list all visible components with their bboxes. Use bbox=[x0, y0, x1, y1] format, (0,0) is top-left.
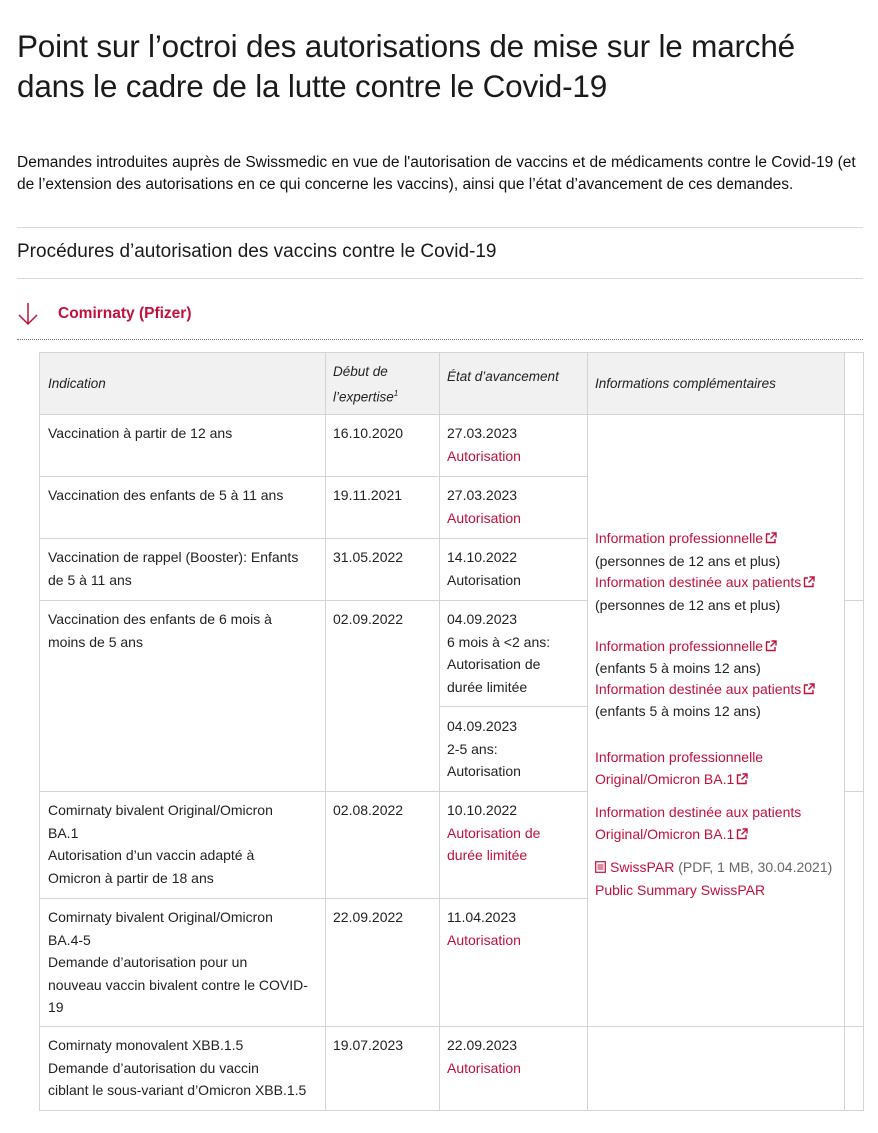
public-summary-link[interactable]: Public Summary SwissPAR bbox=[595, 882, 766, 898]
arrow-down-icon bbox=[17, 302, 39, 326]
cell-etat: 11.04.2023 Autorisation bbox=[447, 909, 521, 948]
swisspar-meta: (PDF, 1 MB, 30.04.2021) bbox=[678, 859, 833, 875]
header-info: Informations complémentaires bbox=[587, 353, 844, 414]
info-link-professional[interactable]: Information professionnelle bbox=[595, 638, 777, 654]
accordion-comirnaty[interactable] bbox=[17, 302, 863, 326]
header-debut: Début de l’expertise$^1$ bbox=[325, 353, 439, 414]
status-link[interactable]: Autorisation de bbox=[447, 824, 541, 841]
status-link[interactable]: Autorisation bbox=[447, 1059, 521, 1076]
cell-etat: 04.09.2023 2-5 ans: Autorisation bbox=[447, 718, 521, 779]
table-row: Vaccination de rappel (Booster): Enfants de 5 à 11 ans bbox=[48, 549, 299, 588]
info-link-professional-ba1[interactable]: Information professionnelle Original/Omicron BA.1 bbox=[595, 749, 763, 787]
info-note: (enfants 5 à moins 12 ans) bbox=[595, 660, 761, 676]
external-link-icon bbox=[803, 573, 815, 595]
header-etat: État d’avancement bbox=[439, 353, 587, 414]
cell-debut: 16.10.2020 bbox=[333, 425, 404, 441]
external-link-icon bbox=[765, 637, 777, 658]
cell-debut: 19.07.2023 bbox=[333, 1037, 404, 1053]
col-line bbox=[844, 353, 845, 1110]
status-link[interactable]: Autorisation bbox=[447, 931, 521, 948]
info-cell bbox=[587, 528, 844, 908]
table-row: Comirnaty bivalent Original/Omicron BA.4-5 Demande d’autorisation pour un nouveau vaccin bivalent contre le COVID- 19 bbox=[48, 909, 308, 1015]
info-note: (enfants 5 à moins 12 ans) bbox=[595, 703, 761, 719]
info-note: (personnes de 12 ans et plus) bbox=[595, 552, 781, 569]
section-title: Procédures d’autorisation des vaccins contre le Covid-19 bbox=[17, 241, 497, 262]
divider bbox=[17, 278, 863, 279]
page-title: Point sur l’octroi des autorisations de mise sur le marché dans le cadre de la lutte contre le Covid-19 bbox=[17, 28, 795, 104]
cell-etat: 22.09.2023 Autorisation bbox=[447, 1037, 521, 1076]
intro-text: Demandes introduites auprès de Swissmedic en vue de l'autorisation de vaccins et de médicaments contre le Covid-19 (et de l’extension des autorisations en ce qui concerne les vaccins), ainsi que l’état d’avancement de ces demandes. bbox=[17, 154, 856, 193]
cell-etat: 14.10.2022 Autorisation bbox=[447, 549, 521, 588]
row-line bbox=[844, 791, 863, 792]
external-link-icon bbox=[736, 824, 748, 846]
cell-debut: 19.11.2021 bbox=[333, 487, 403, 503]
status-link[interactable]: durée limitée bbox=[447, 847, 528, 863]
external-link-icon bbox=[736, 769, 748, 791]
table-row: Vaccination des enfants de 6 mois à moins de 5 ans bbox=[48, 611, 272, 650]
info-note: (personnes de 12 ans et plus) bbox=[595, 596, 781, 613]
table-row: Vaccination des enfants de 5 à 11 ans bbox=[48, 487, 284, 503]
swisspar-link[interactable]: SwissPAR bbox=[610, 859, 675, 875]
dotted-separator bbox=[17, 339, 863, 340]
divider bbox=[17, 227, 863, 228]
status-link[interactable]: Autorisation bbox=[447, 447, 521, 464]
cell-debut: 31.05.2022 bbox=[333, 549, 404, 565]
cell-debut: 02.08.2022 bbox=[333, 802, 404, 818]
external-link-icon bbox=[803, 680, 815, 701]
info-link-patients-ba1[interactable]: Information destinée aux patients Original/Omicron BA.1 bbox=[595, 804, 801, 842]
cell-debut: 02.09.2022 bbox=[333, 611, 404, 627]
external-link-icon bbox=[765, 529, 777, 551]
info-link-patients[interactable]: Information destinée aux patients bbox=[595, 681, 815, 697]
info-link-patients[interactable]: Information destinée aux patients bbox=[595, 574, 815, 590]
cell-debut: 22.09.2022 bbox=[333, 909, 404, 925]
info-link-professional[interactable]: Information professionnelle bbox=[595, 530, 777, 546]
pdf-icon bbox=[595, 857, 606, 879]
table-row: Comirnaty monovalent XBB.1.5 Demande d’autorisation du vaccin ciblant le sous-variant d’Omicron XBB.1.5 bbox=[48, 1037, 307, 1098]
status-link[interactable]: Autorisation bbox=[447, 509, 521, 526]
cell-etat: 10.10.2022 Autorisation de durée limitée bbox=[447, 802, 541, 863]
table-row: Vaccination à partir de 12 ans bbox=[48, 425, 233, 441]
cell-etat: 27.03.2023 Autorisation bbox=[447, 425, 521, 464]
row-line bbox=[844, 600, 863, 601]
cell-etat: 27.03.2023 Autorisation bbox=[447, 487, 521, 526]
table-row: Comirnaty bivalent Original/Omicron BA.1 Autorisation d’un vaccin adapté à Omicron à partir de 18 ans bbox=[48, 802, 273, 886]
cell-etat: 04.09.2023 6 mois à <2 ans: Autorisation de durée limitée bbox=[447, 611, 551, 695]
accordion-label: Comirnaty (Pfizer) bbox=[58, 305, 192, 322]
header-indication: Indication bbox=[40, 353, 325, 414]
vaccine-table bbox=[39, 352, 864, 1111]
